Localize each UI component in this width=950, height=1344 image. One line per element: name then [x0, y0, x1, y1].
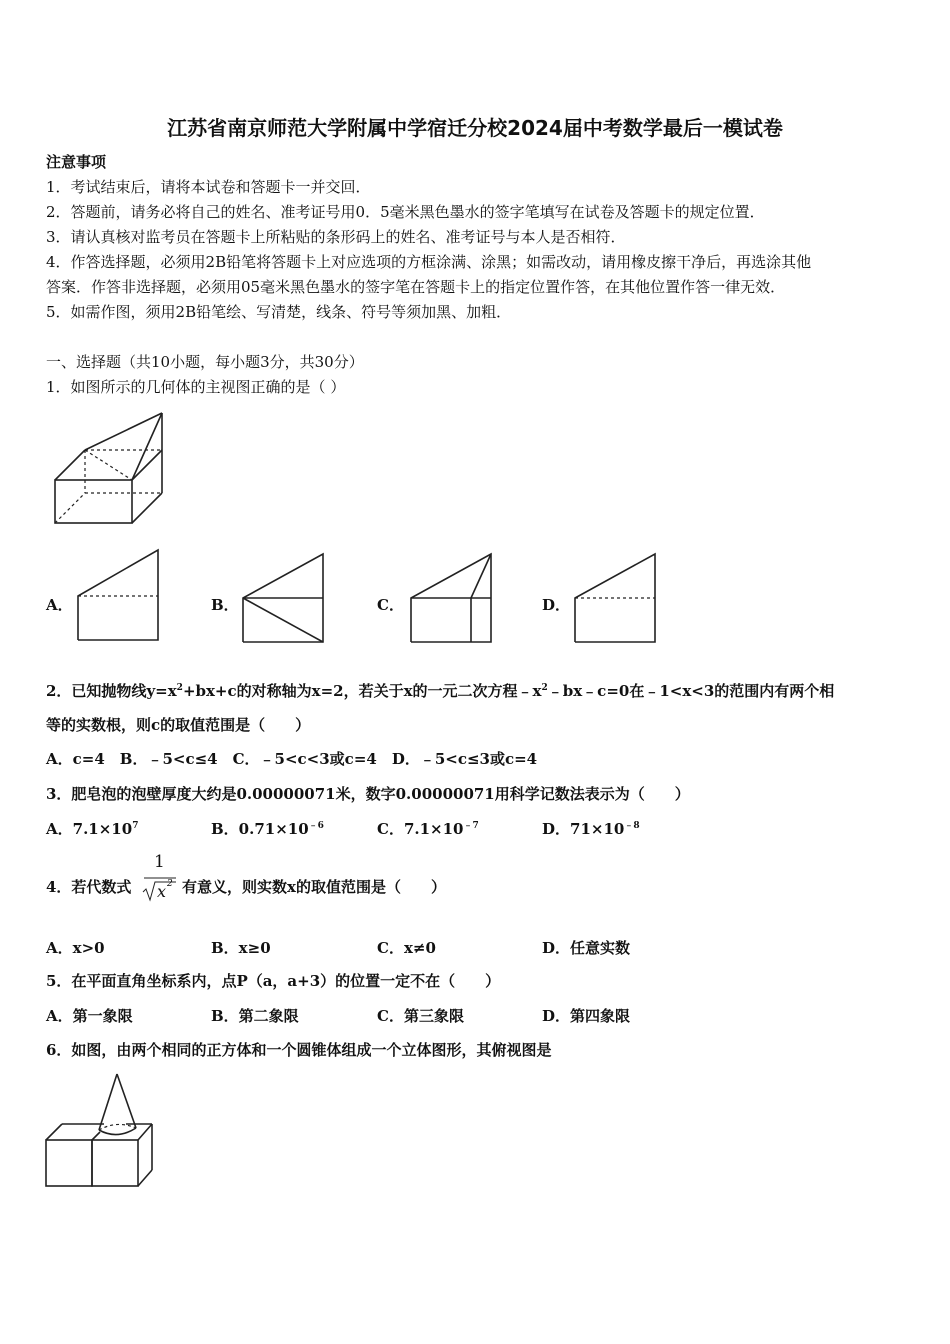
q1-stem: 1．如图所示的几何体的主视图正确的是（ ）	[46, 378, 346, 396]
q3-option-b[interactable]: B．$0.71\times 10^{﹣6}$	[211, 820, 324, 838]
q4-option-b[interactable]: B．x≥0	[211, 939, 271, 957]
q2-stem-cont: 等的实数根，则c的取值范围是（ ）	[46, 716, 311, 734]
q4-fraction	[140, 852, 180, 904]
q5-option-a[interactable]: A．第一象限	[46, 1007, 133, 1025]
q3-stem: 3．肥皂泡的泡壁厚度大约是0.00000071米，数字0.00000071用科学记数法表示为（ ）	[46, 785, 690, 803]
section-heading: 一、选择题（共10小题，每小题3分，共30分）	[46, 353, 364, 371]
q3-option-d[interactable]: D．$71\times 10^{﹣8}$	[542, 820, 640, 838]
q1-option-c-label[interactable]: C．	[377, 596, 404, 614]
q1-solid-figure	[50, 405, 170, 530]
q5-option-b[interactable]: B．第二象限	[211, 1007, 299, 1025]
q4-frac-denominator: x	[157, 882, 167, 901]
q4-stem-pre: 4．若代数式	[46, 878, 132, 896]
q1-option-a-label[interactable]: A．	[46, 596, 73, 614]
q2-options[interactable]: A．c=4 B．﹣5<c≤4 C．﹣5<c<3或c=4 D．﹣5<c≤3或c=4	[46, 750, 538, 768]
q5-option-d[interactable]: D．第四象限	[542, 1007, 631, 1025]
q4-frac-exponent: 2	[167, 879, 173, 889]
notice-item-4-cont: 答案．作答非选择题，必须用05毫米黑色墨水的签字笔在答题卡上的指定位置作答，在其他位置作答一律无效．	[46, 278, 786, 296]
q2-stem: 2．已知抛物线$y=x^2+bx+c$的对称轴为x=2，若关于x的一元二次方程$﹣x^2﹣bx﹣c=0$在﹣1<x<3的范围内有两个相	[46, 682, 835, 700]
q4-option-d[interactable]: D．任意实数	[542, 939, 631, 957]
notice-item-1: 1．考试结束后，请将本试卷和答题卡一并交回．	[46, 178, 371, 196]
q5-option-c[interactable]: C．第三象限	[377, 1007, 464, 1025]
notice-item-2: 2．答题前，请务必将自己的姓名、准考证号用0．5毫米黑色墨水的签字笔填写在试卷及答题卡的规定位置．	[46, 203, 765, 221]
page-title: 江苏省南京师范大学附属中学宿迁分校2024届中考数学最后一模试卷	[167, 116, 783, 140]
q1-option-b-figure	[241, 552, 327, 644]
q1-option-c-figure	[409, 552, 495, 644]
notice-item-4: 4．作答选择题，必须用2B铅笔将答题卡上对应选项的方框涂满、涂黑；如需改动，请用橡皮擦干净后，再选涂其他	[46, 253, 812, 271]
q5-stem: 5．在平面直角坐标系内，点P（a，a+3）的位置一定不在（ ）	[46, 972, 501, 990]
q4-option-c[interactable]: C．x≠0	[377, 939, 436, 957]
q1-option-b-label[interactable]: B．	[211, 596, 239, 614]
q4-frac-numerator: 1	[154, 852, 165, 872]
q4-stem-post: 有意义，则实数x的取值范围是（ ）	[182, 878, 446, 896]
q1-option-d-label[interactable]: D．	[542, 596, 571, 614]
notice-heading: 注意事项	[46, 153, 107, 171]
q1-option-a-figure	[76, 548, 162, 642]
notice-item-5: 5．如需作图，须用2B铅笔绘、写清楚，线条、符号等须加黑、加粗．	[46, 303, 512, 321]
q4-option-a[interactable]: A．x>0	[46, 939, 105, 957]
q3-option-a[interactable]: A．$7.1\times 10^7$	[46, 820, 139, 838]
q6-solid-figure	[44, 1072, 156, 1192]
q1-option-d-figure	[573, 552, 659, 644]
q3-option-c[interactable]: C．$7.1\times 10^{﹣7}$	[377, 820, 479, 838]
notice-item-3: 3．请认真核对监考员在答题卡上所粘贴的条形码上的姓名、准考证号与本人是否相符．	[46, 228, 626, 246]
q6-stem: 6．如图，由两个相同的正方体和一个圆锥体组成一个立体图形，其俯视图是	[46, 1041, 552, 1059]
